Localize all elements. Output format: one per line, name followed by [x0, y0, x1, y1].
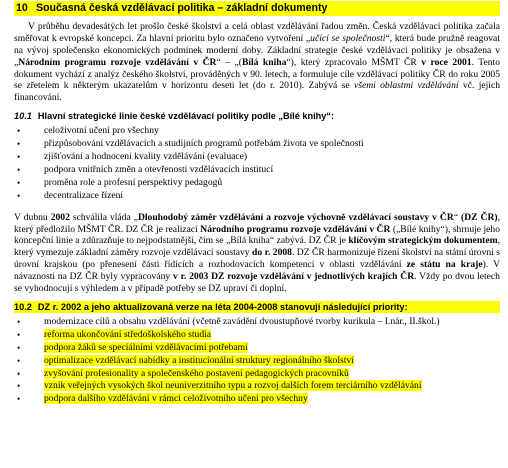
- plan-text-1: V dubnu: [14, 211, 51, 223]
- strategic-lines-list: [14, 125, 500, 202]
- intro-text-3: “ – „(: [216, 56, 242, 68]
- bullet-icon: •: [17, 126, 21, 137]
- plan-regional-dz: v r. 2003 DZ rozvoje vzdělávání v jednotlivých krajích ČR: [172, 271, 415, 283]
- intro-text-4: “), který zpracovalo MŠMT ČR: [286, 56, 422, 68]
- section-number: 10: [16, 2, 28, 14]
- plan-dz-cr: (DZ ČR): [461, 211, 498, 223]
- list-item: [14, 151, 500, 164]
- priorities-list: [14, 316, 500, 406]
- subsection-number-2: 10.2: [14, 301, 32, 312]
- list-item: [14, 316, 500, 329]
- list-item: [14, 355, 500, 368]
- subsection-number-1: 10.1: [14, 111, 32, 122]
- intro-text-6: vč. jejich financování.: [14, 80, 501, 104]
- list-item-text: podpora vnitřních změn a otevřenosti vzdělávacích institucí: [44, 163, 274, 175]
- intro-all-areas: všemi oblastmi vzdělávání: [353, 80, 459, 92]
- plan-until-2008: do r. 2008: [252, 247, 292, 259]
- intro-national-program: Národním programu rozvoje vzdělávání v ČR: [18, 56, 217, 68]
- bullet-icon: •: [17, 342, 21, 353]
- bullet-icon: •: [17, 368, 21, 379]
- intro-text-2: “, která bude pružně reagovat na vývoj společensko ekonomických podmínek moderní doby. Základní strategie české vzdělávací politiky je obsažena v „: [14, 32, 500, 68]
- plan-national-program: Národního programu rozvoje vzdělávání v ČR: [200, 223, 391, 235]
- list-item-text: podpora dalšího vzdělávání v rámci celoživotního učení pro všechny: [44, 393, 308, 405]
- list-item-text: modernizace cílů a obsahu vzdělávání (včetně zavádění dvoustupňové tvorby kurikula – I.nár., II.škol.): [44, 315, 440, 327]
- subsection-heading-1: [14, 110, 500, 122]
- list-item-text: zvyšování profesionality a společenského postavení pedagogických pracovníků: [44, 367, 349, 379]
- bullet-icon: •: [17, 164, 21, 175]
- plan-text-6: , který vymezuje základní záměry rozvoje vzdělávací soustavy: [14, 235, 501, 259]
- intro-text-1: V průběhu devadesátých let prošlo české školství a celá oblast vzdělávání řadou změn. Česká vzdělávací politika začala směřovat k evropské koncepci. Za hlavní prioritu bylo označeno vytvoření „: [14, 21, 500, 44]
- plan-text-9: . Vždy po dvou letech se vyhodnocují s výhledem a v případě potřeby se DZ upraví či doplní.: [14, 271, 500, 295]
- bullet-icon: •: [17, 394, 21, 405]
- bullet-icon: •: [17, 355, 21, 366]
- bullet-icon: •: [17, 329, 21, 340]
- section-heading: [14, 1, 500, 16]
- list-item-text: vznik veřejných vysokých škol neuniverzitního typu a rozvoj dalších forem terciárního vzdělávání: [44, 380, 422, 392]
- plan-year-2002: 2002: [50, 211, 70, 223]
- plan-text-4: , který předložilo MŠMT ČR. DZ ČR je realizací: [14, 211, 500, 235]
- list-item-text: optimalizace vzdělávací nabídky a institucionální struktury regionálního školství: [44, 354, 354, 366]
- plan-text-2: schválila vláda „: [69, 211, 138, 223]
- bullet-icon: •: [17, 139, 21, 150]
- intro-year-2001: v roce 2001: [421, 56, 472, 68]
- list-item: [14, 190, 500, 203]
- section-title: Současná česká vzdělávací politika – základní dokumenty: [36, 2, 328, 14]
- list-item: [14, 368, 500, 381]
- subsection-title-2: DZ r. 2002 a jeho aktualizovaná verze na léta 2004-2008 stanovují následující priority:: [37, 301, 408, 312]
- list-item: [14, 329, 500, 342]
- list-item: [14, 393, 500, 406]
- intro-white-book: Bílá kniha: [241, 56, 287, 68]
- intro-paragraph: [14, 21, 500, 104]
- list-item: [14, 125, 500, 138]
- list-item-text: proměna role a profesní perspektivy pedagogů: [44, 176, 223, 188]
- list-item: [14, 177, 500, 190]
- plan-text-8: ). V návaznosti na DZ ČR byly vypracovány: [14, 259, 501, 283]
- plan-text-3: “: [453, 211, 462, 223]
- list-item-text: zjišťování a hodnocení kvality vzdělávání (evaluace): [44, 151, 248, 163]
- list-item-text: decentralizace řízení: [44, 189, 124, 201]
- document-page: [0, 1, 508, 468]
- bullet-icon: •: [17, 316, 21, 327]
- subsection-title-1: Hlavní strategické linie české vzdělávací politiky podle „Bílé knihy“:: [37, 111, 335, 122]
- bullet-icon: •: [17, 152, 21, 163]
- list-item: [14, 164, 500, 177]
- bullet-icon: •: [17, 190, 21, 201]
- plan-key-document: klíčovým strategickým dokumentem: [348, 235, 498, 247]
- intro-learning-society: učící se společnosti: [310, 32, 386, 44]
- long-term-plan-paragraph: [14, 212, 500, 295]
- plan-text-5: („Bílé knihy“), shrnuje jeho koncepční linie a zdůrazňuje to nejpodstatnější, čím se „Bílá kniha“ zabývá. DZ ČR je: [14, 223, 501, 247]
- list-item: [14, 138, 500, 151]
- plan-long-term-intent: Dlouhodobý záměr vzdělávání a rozvoje výchovně vzdělávací soustavy v ČR: [137, 211, 454, 223]
- intro-text-5: . Tento dokument vychází z analýz českého školství, prováděných v 90. letech, a formuluje cíle vzdělávací politiky ČR do roku 2005 se zřetelem k některým ukazatelům v horizontu deseti let (do r. 2010). Zabývá se: [14, 56, 500, 92]
- plan-text-7: . DZ ČR harmonizuje řízení školství na státní úrovni s úrovní krajskou (po přenesení části řídících a rozhodovacích kompetencí v oblasti vzdělávání: [14, 247, 500, 271]
- list-item-text: přizpůsobování vzdělávacích a studijních programů potřebám života ve společnosti: [44, 138, 364, 150]
- bullet-icon: •: [17, 177, 21, 188]
- plan-state-to-regions: ze státu na kraje: [406, 259, 483, 271]
- bullet-icon: •: [17, 381, 21, 392]
- subsection-heading-2: [14, 301, 500, 313]
- list-item-text: reforma ukončování středoškolského studia: [44, 328, 212, 340]
- list-item: [14, 380, 500, 393]
- list-item-text: celoživotní učení pro všechny: [44, 125, 159, 137]
- list-item: [14, 342, 500, 355]
- list-item-text: podpora žáků se speciálními vzdělávacími potřebami: [44, 341, 248, 353]
